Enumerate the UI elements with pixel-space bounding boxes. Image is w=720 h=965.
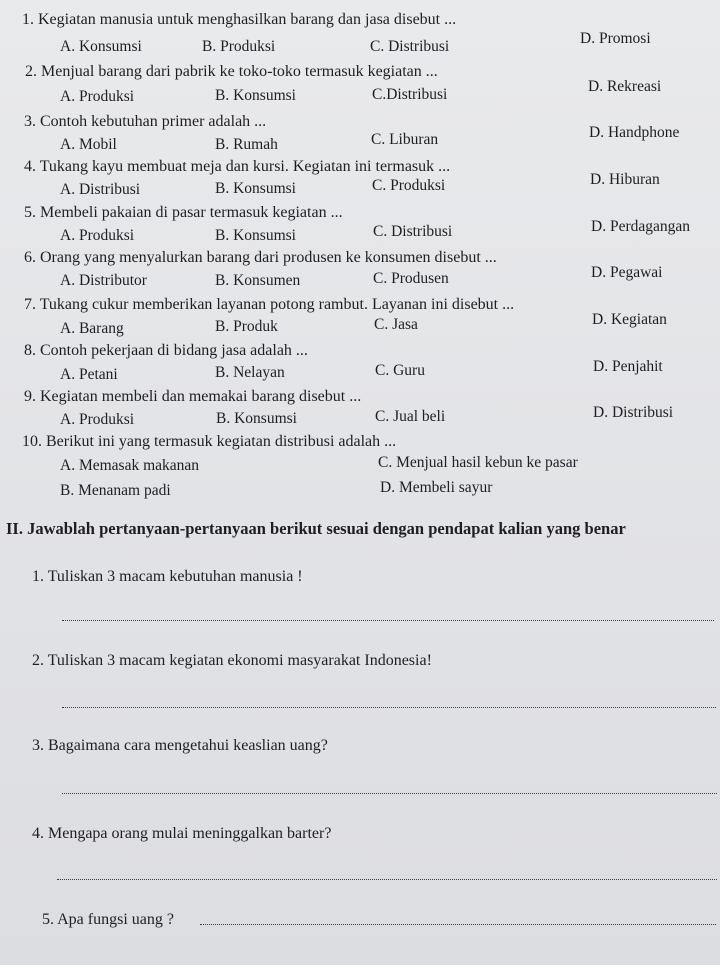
q4-option-d: D. Hiburan — [590, 171, 660, 188]
q2-option-c: C.Distribusi — [372, 86, 448, 103]
q8-option-c: C. Guru — [375, 362, 425, 379]
q1-option-d: D. Promosi — [580, 30, 651, 47]
question-2: 2. Menjual barang dari pabrik ke toko-toko termasuk kegiatan ... — [25, 63, 438, 80]
question-1: 1. Kegiatan manusia untuk menghasilkan barang dan jasa disebut ... — [22, 11, 457, 28]
q2-option-b: B. Konsumsi — [215, 87, 296, 104]
question-6: 6. Orang yang menyalurkan barang dari produsen ke konsumen disebut ... — [24, 249, 497, 266]
q3-option-c: C. Liburan — [371, 131, 439, 148]
q8-option-a: A. Petani — [60, 366, 118, 383]
essay-question-3: 3. Bagaimana cara mengetahui keaslian uang? — [32, 737, 328, 754]
q2-option-a: A. Produksi — [60, 88, 135, 105]
q9-option-a: A. Produksi — [60, 411, 135, 428]
q5-option-b: B. Konsumsi — [215, 227, 296, 244]
essay-question-1: 1. Tuliskan 3 macam kebutuhan manusia ! — [32, 568, 303, 585]
q4-option-b: B. Konsumsi — [215, 180, 296, 197]
q5-option-d: D. Perdagangan — [591, 218, 690, 235]
q6-option-c: C. Produsen — [373, 270, 449, 287]
q6-option-b: B. Konsumen — [215, 272, 301, 289]
question-10: 10. Berikut ini yang termasuk kegiatan distribusi adalah ... — [22, 433, 397, 450]
answer-line-3 — [62, 793, 717, 794]
q5-option-a: A. Produksi — [60, 227, 135, 244]
essay-question-4: 4. Mengapa orang mulai meninggalkan barter? — [32, 825, 332, 842]
section-2-heading: II. Jawablah pertanyaan-pertanyaan berikut sesuai dengan pendapat kalian yang benar — [6, 519, 626, 538]
q9-option-c: C. Jual beli — [375, 408, 446, 425]
answer-line-2 — [62, 707, 716, 708]
answer-line-4 — [57, 879, 717, 880]
question-7: 7. Tukang cukur memberikan layanan potong rambut. Layanan ini disebut ... — [24, 296, 515, 313]
q2-option-d: D. Rekreasi — [588, 78, 662, 95]
essay-question-5: 5. Apa fungsi uang ? — [42, 911, 174, 928]
q4-option-a: A. Distribusi — [60, 181, 141, 198]
q1-option-b: B. Produksi — [202, 38, 276, 55]
question-4: 4. Tukang kayu membuat meja dan kursi. Kegiatan ini termasuk ... — [24, 158, 451, 175]
q4-option-c: C. Produksi — [372, 177, 446, 194]
q8-option-d: D. Penjahit — [593, 358, 663, 375]
q9-option-b: B. Konsumsi — [216, 410, 297, 427]
q10-option-d: D. Membeli sayur — [380, 479, 493, 496]
q3-option-a: A. Mobil — [60, 136, 117, 153]
essay-question-2: 2. Tuliskan 3 macam kegiatan ekonomi masyarakat Indonesia! — [32, 652, 432, 669]
q1-option-a: A. Konsumsi — [60, 38, 142, 55]
q10-option-b: B. Menanam padi — [60, 482, 171, 499]
q3-option-d: D. Handphone — [589, 124, 680, 141]
question-3: 3. Contoh kebutuhan primer adalah ... — [24, 113, 267, 130]
q10-option-c: C. Menjual hasil kebun ke pasar — [378, 454, 578, 471]
question-8: 8. Contoh pekerjaan di bidang jasa adalah ... — [24, 342, 308, 359]
q5-option-c: C. Distribusi — [373, 223, 453, 240]
q7-option-a: A. Barang — [60, 320, 124, 337]
answer-line-5 — [200, 924, 716, 925]
q7-option-b: B. Produk — [215, 318, 278, 335]
q3-option-b: B. Rumah — [215, 136, 278, 153]
q10-option-a: A. Memasak makanan — [60, 457, 200, 474]
question-9: 9. Kegiatan membeli dan memakai barang disebut ... — [24, 388, 362, 405]
q7-option-c: C. Jasa — [374, 316, 418, 333]
question-5: 5. Membeli pakaian di pasar termasuk kegiatan ... — [24, 204, 343, 221]
q6-option-d: D. Pegawai — [591, 264, 663, 281]
q7-option-d: D. Kegiatan — [592, 311, 667, 328]
answer-line-1 — [62, 620, 714, 621]
q1-option-c: C. Distribusi — [370, 38, 450, 55]
q6-option-a: A. Distributor — [60, 272, 147, 289]
q8-option-b: B. Nelayan — [215, 364, 285, 381]
q9-option-d: D. Distribusi — [593, 404, 674, 421]
